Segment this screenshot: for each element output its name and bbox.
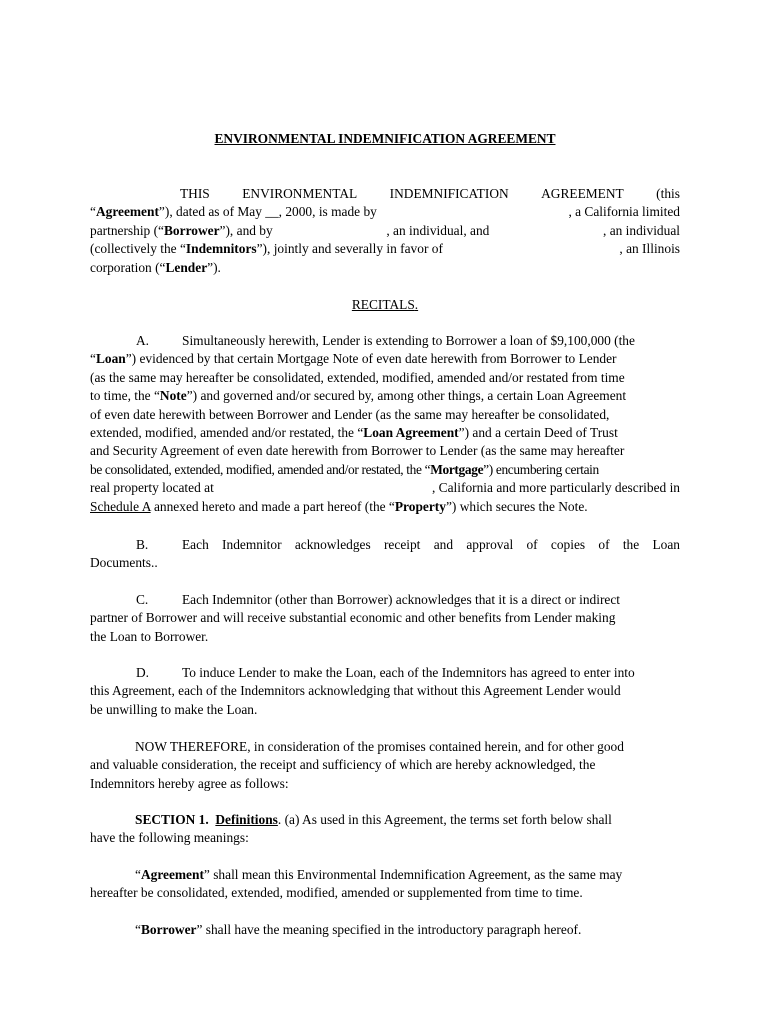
document-title: ENVIRONMENTAL INDEMNIFICATION AGREEMENT [214, 131, 556, 146]
recital-b-line1: Each Indemnitor acknowledges receipt and approval of copies of the Loan [182, 537, 680, 552]
term-mortgage: Mortgage [430, 461, 484, 477]
recitals-heading: RECITALS. [351, 297, 419, 312]
intro-word: AGREEMENT [541, 186, 624, 201]
now-therefore-paragraph: NOW THEREFORE, in consideration of the promises contained herein, and for other good and valuable consideration, the receipt and sufficiency of which are hereby acknowledged, the Indemnitors hereby agree as follows: [90, 739, 624, 791]
term-borrower: Borrower [164, 222, 220, 238]
term-indemnitors: Indemnitors [185, 241, 257, 257]
schedule-a-reference: Schedule A [90, 498, 151, 514]
intro-word: (this [656, 186, 680, 201]
intro-paragraph: THIS ENVIRONMENTAL INDEMNIFICATION AGREEMENT (this “Agreement”), dated as of May __, 2000, is made by , a California limited partnership (“Borrower”), and by , an individual, and , an individual (collectively the “Indemnitors”), jointly and severally in favor of , an Illinois corporation (“Lender”). [90, 186, 680, 275]
definition-agreement: “Agreement” shall mean this Environmental Indemnification Agreement, as the same may hereafter be consolidated, extended, modified, amended or supplemented from time to time. [90, 867, 623, 901]
intro-word: ENVIRONMENTAL [242, 186, 358, 201]
section-1: SECTION 1. Definitions. (a) As used in this Agreement, the terms set forth below shall have the following meanings: [90, 812, 612, 846]
definition-term-borrower: Borrower [140, 922, 197, 937]
recital-d: D. To induce Lender to make the Loan, each of the Indemnitors has agreed to enter into this Agreement, each of the Indemnitors acknowledging that without this Agreement Lender would be unwilling to make the Loan. [90, 665, 635, 717]
definition-borrower: “Borrower” shall have the meaning specified in the introductory paragraph hereof. [135, 922, 582, 937]
recital-a: A. Simultaneously herewith, Lender is extending to Borrower a loan of $9,100,000 (the “Loan”) evidenced by that certain Mortgage Note of even date herewith from Borrower to Lender (as the same may hereafter be consolidated, extended, modified, amended and/or restated from time to time, the “Note”) and governed and/or secured by, among other things, a certain Loan Agreement of even date herewith between Borrower and Lender (as the same may hereafter be consolidated, extended, modified, amended and/or restated, the “Loan Agreement”) and a certain Deed of Trust and Security Agreement of even date herewith from Borrower to Lender (as the same may hereafter be consolidated, extended, modified, amended and/or restated, the “Mortgage”) encumbering certain real property located at , California and more particularly described in Schedule A annexed hereto and made a part hereof (the “Property”) which secures the Note. [90, 333, 680, 514]
section-1-title: Definitions [215, 812, 278, 827]
recital-b-label: B. [136, 537, 149, 552]
term-loan-agreement: Loan Agreement [363, 425, 459, 441]
term-agreement: Agreement [95, 204, 159, 220]
term-note: Note [159, 388, 187, 404]
recital-c-label: C. [136, 592, 149, 607]
recital-a-label: A. [136, 333, 150, 348]
section-1-heading: SECTION 1. [135, 812, 209, 827]
intro-word: THIS [180, 186, 210, 201]
recital-c: C. Each Indemnitor (other than Borrower) acknowledges that it is a direct or indirect partner of Borrower and will receive substantial economic and other benefits from Lender making the Loan to Borrower. [90, 592, 621, 644]
definition-term-agreement: Agreement [140, 867, 204, 882]
term-lender: Lender [165, 259, 208, 275]
term-property: Property [394, 498, 446, 514]
recital-b: B. Each Indemnitor acknowledges receipt and approval of copies of the Loan Documents.. [90, 537, 680, 571]
intro-word: INDEMNIFICATION [389, 186, 509, 201]
term-loan: Loan [95, 351, 126, 367]
recital-d-label: D. [136, 665, 150, 680]
